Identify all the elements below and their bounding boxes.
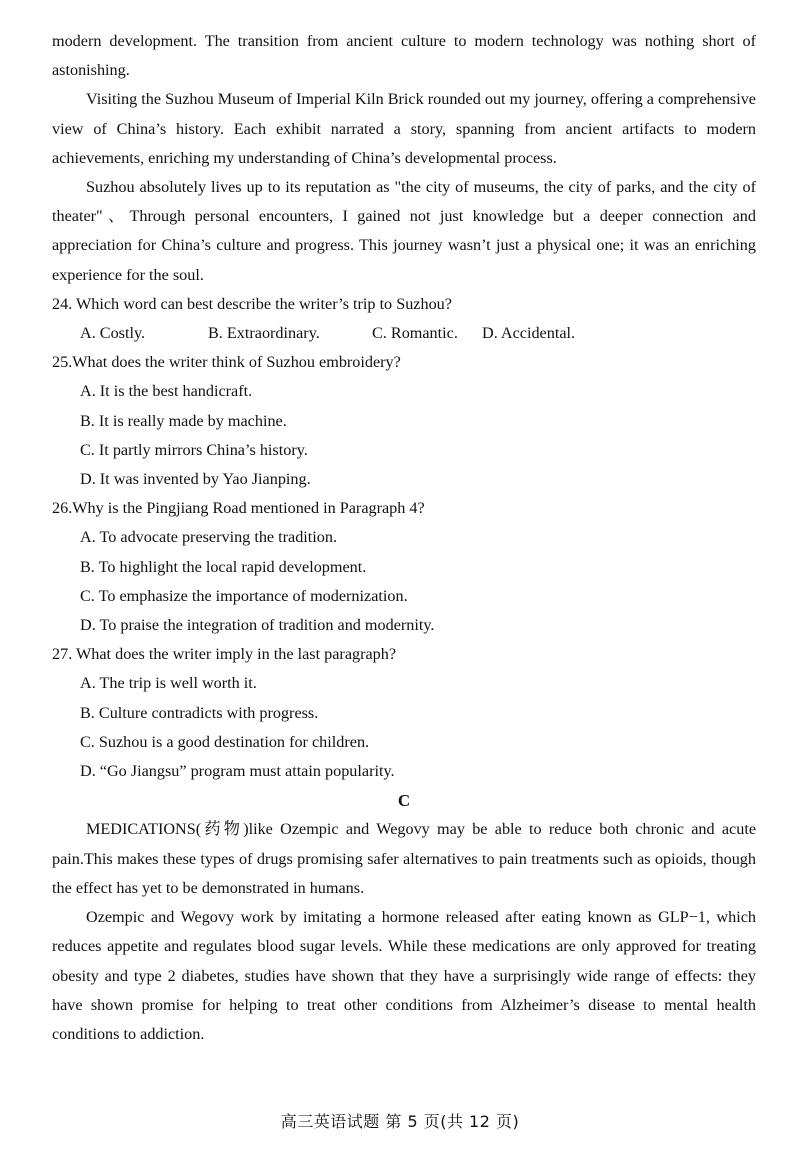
option-a: A. Costly. [80, 324, 146, 343]
option-a: A. The trip is well worth it. [80, 674, 257, 693]
option-c: C. Suzhou is a good destination for children. [80, 732, 370, 751]
exam-page [52, 27, 756, 1049]
option-d: D. Accidental. [482, 324, 576, 343]
passage-b-paragraph-continued: modern development. The transition from ancient culture to modern technology was nothing short of astonishing. [52, 32, 756, 80]
question-text: Which word can best describe the writer’s trip to Suzhou? [76, 294, 452, 313]
option-d: D. To praise the integration of tradition and modernity. [80, 616, 435, 635]
question-24 [52, 290, 756, 348]
question-number: 26. [52, 499, 73, 518]
passage-c-paragraph-2: Ozempic and Wegovy work by imitating a hormone released after eating known as GLP−1, which reduces appetite and regulates blood sugar levels. While these medications are only approved for treating obesity and type 2 diabetes, studies have shown that they have a surprisingly wide range of effects: they have shown promise for helping to treat other conditions from Alzheimer’s disease to mental health conditions to addiction. [52, 908, 756, 1043]
question-stem [52, 494, 756, 523]
option-b: B. It is really made by machine. [80, 411, 287, 430]
question-text: Why is the Pingjiang Road mentioned in Paragraph 4? [72, 499, 425, 518]
option-c: C. Romantic. [372, 324, 458, 343]
passage-b-paragraph-museum: Visiting the Suzhou Museum of Imperial Kiln Brick rounded out my journey, offering a comprehensive view of China’s history. Each exhibit narrated a story, spanning from ancient artifacts to modern achievements, enriching my understanding of China’s developmental process. [52, 90, 756, 167]
option-d: D. It was invented by Yao Jianping. [80, 470, 311, 489]
question-number: 24. [52, 294, 73, 313]
option-b: B. Culture contradicts with progress. [80, 703, 319, 722]
question-text: What does the writer imply in the last paragraph? [76, 645, 397, 664]
question-text: What does the writer think of Suzhou embroidery? [72, 353, 401, 372]
question-number: 27. [52, 645, 73, 664]
option-b: B. To highlight the local rapid development. [80, 557, 367, 576]
option-a: A. To advocate preserving the tradition. [80, 528, 338, 547]
question-25 [52, 348, 756, 494]
option-a: A. It is the best handicraft. [80, 382, 253, 401]
option-c: C. To emphasize the importance of modernization. [80, 586, 408, 605]
option-b: B. Extraordinary. [208, 324, 320, 343]
question-stem [52, 290, 756, 319]
option-c: C. It partly mirrors China’s history. [80, 440, 308, 459]
section-heading-c: C [397, 791, 411, 811]
question-stem [52, 640, 756, 669]
passage-b-ending [52, 27, 756, 290]
question-options [52, 319, 756, 348]
passage-c [52, 786, 756, 1049]
question-26 [52, 494, 756, 640]
option-d: D. “Go Jiangsu” program must attain popularity. [80, 762, 395, 781]
question-stem [52, 348, 756, 377]
question-27 [52, 640, 756, 786]
page-footer: 高三英语试题 第 5 页(共 12 页) [280, 1112, 520, 1131]
question-number: 25. [52, 353, 73, 372]
passage-c-paragraph-1: MEDICATIONS(药物)like Ozempic and Wegovy may be able to reduce both chronic and acute pain.This makes these types of drugs promising safer alternatives to pain treatments such as opioids, though the effect has yet to be demonstrated in humans. [52, 820, 756, 897]
passage-b-paragraph-conclusion: Suzhou absolutely lives up to its reputation as "the city of museums, the city of parks, and the city of theater"、Through personal encounters, I gained not just knowledge but a deeper connection and appreciation for China’s culture and progress. This journey wasn’t just a physical one; it was an enriching experience for the soul. [52, 178, 756, 284]
